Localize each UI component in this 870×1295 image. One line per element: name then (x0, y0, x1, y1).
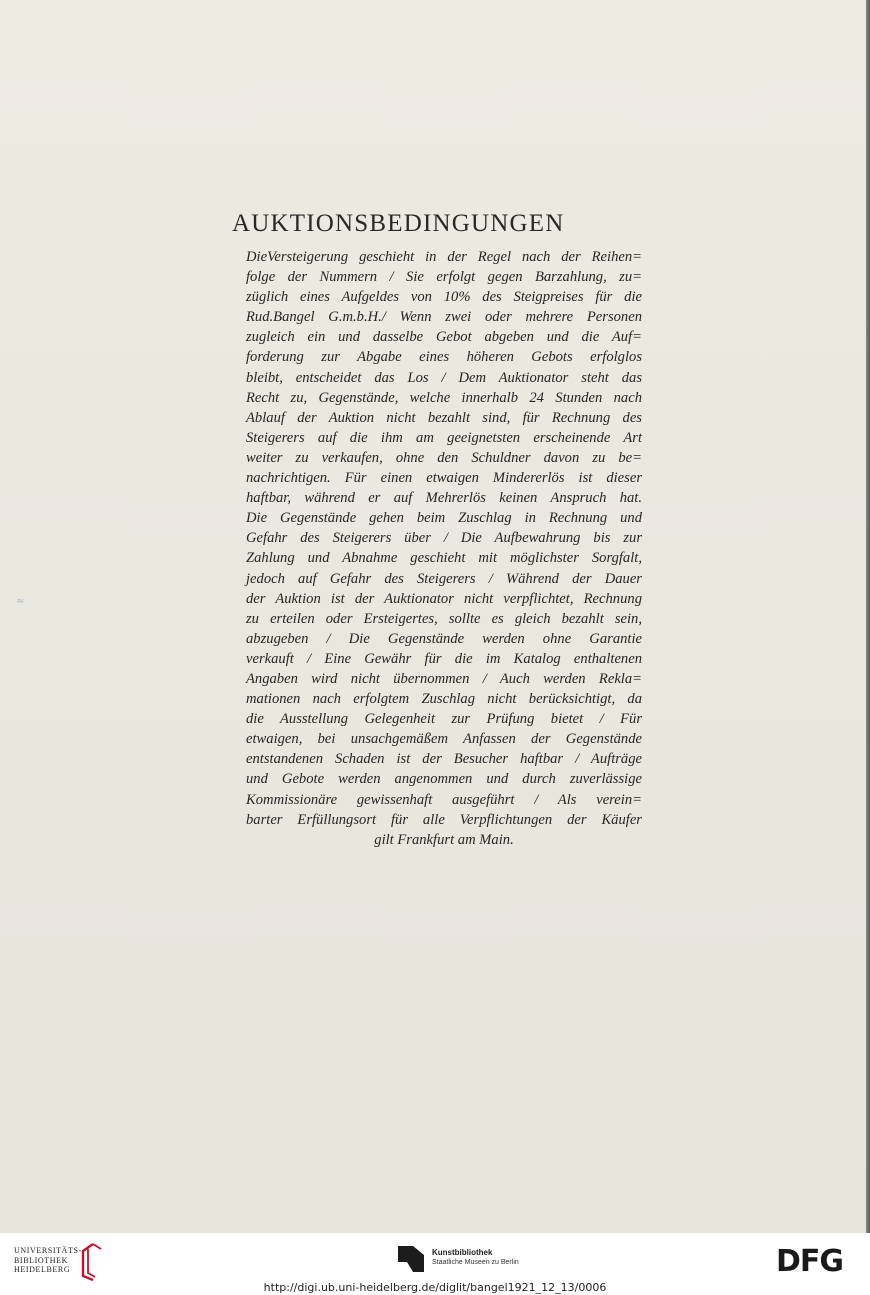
text-line: zu erteilen oder Ersteigertes, sollte es gleich bezahlt sein, (246, 610, 642, 627)
dfg-logo-icon[interactable]: DFG (776, 1244, 844, 1279)
permalink-url[interactable]: http://digi.ub.uni-heidelberg.de/diglit/bangel1921_12_13/0006 (263, 1281, 607, 1294)
text-line: weiter zu verkaufen, ohne den Schuldner davon zu be= (246, 449, 642, 466)
text-line: Gefahr des Steigerers über / Die Aufbewahrung bis zur (246, 530, 642, 547)
text-line: Die Gegenstände gehen beim Zuschlag in Rechnung und (246, 510, 642, 527)
text-line: Ablauf der Auktion nicht bezahlt sind, für Rechnung des (246, 409, 642, 426)
auction-conditions-text (246, 247, 642, 850)
text-line: mationen nach erfolgtem Zuschlag nicht berücksichtigt, da (246, 691, 642, 708)
text-line: haftbar, während er auf Mehrerlös keinen Anspruch hat. (246, 490, 642, 507)
text-line: die Ausstellung Gelegenheit zur Prüfung bietet / Für (246, 711, 642, 728)
text-line: abzugeben / Die Gegenstände werden ohne Garantie (246, 630, 642, 647)
ub-line-2: BIBLIOTHEK (14, 1255, 68, 1265)
ub-line-1: UNIVERSITÄTS- (14, 1246, 82, 1255)
kunstbibliothek-title: Kunstbibliothek (432, 1248, 493, 1257)
paper-speck: ≈ (16, 596, 25, 607)
text-line: Recht zu, Gegenstände, welche innerhalb 24 Stunden nach (246, 389, 642, 406)
text-line: verkauft / Eine Gewähr für die im Katalog enthaltenen (246, 650, 642, 667)
text-line: bleibt, entscheidet das Los / Dem Auktionator steht das (246, 369, 642, 386)
text-line-last: gilt Frankfurt am Main. (374, 831, 514, 848)
text-line: forderung zur Abgabe eines höheren Gebots erfolglos (246, 349, 642, 366)
text-line: Kommissionäre gewissenhaft ausgeführt / Als verein= (246, 791, 642, 808)
ub-heidelberg-wordmark (14, 1246, 84, 1275)
kunstbibliothek-logo[interactable] (398, 1246, 568, 1276)
page-title: AUKTIONSBEDINGUNGEN (232, 210, 565, 237)
text-line: zugleich ein und dasselbe Gebot abgeben und die Auf= (246, 329, 642, 346)
text-line: der Auktion ist der Auktionator nicht verpflichtet, Rechnung (246, 590, 642, 607)
text-line: jedoch auf Gefahr des Steigerers / Während der Dauer (246, 570, 642, 587)
text-line: entstandenen Schaden ist der Besucher haftbar / Aufträge (246, 751, 642, 768)
text-line: Zahlung und Abnahme geschieht mit möglichster Sorgfalt, (246, 550, 642, 567)
footer-bar (0, 1233, 870, 1295)
kunstbibliothek-subtitle: Staatliche Museen zu Berlin (432, 1259, 519, 1266)
ub-line-3: HEIDELBERG (14, 1265, 71, 1274)
text-line: Steigerers auf die ihm am geeignetsten erscheinende Art (246, 429, 642, 446)
text-line: Angaben wird nicht übernommen / Auch werden Rekla= (246, 670, 642, 687)
text-line: etwaigen, bei unsachgemäßem Anfassen der Gegenstände (246, 731, 642, 748)
kunstbibliothek-logo-icon (398, 1246, 424, 1272)
ub-heidelberg-logo[interactable] (14, 1246, 114, 1282)
text-line: folge der Nummern / Sie erfolgt gegen Barzahlung, zu= (246, 269, 642, 286)
text-line: Rud.Bangel G.m.b.H./ Wenn zwei oder mehrere Personen (246, 309, 642, 326)
text-line: barter Erfüllungsort für alle Verpflichtungen der Käufer (246, 811, 642, 828)
text-line: nachrichtigen. Für einen etwaigen Mindererlös ist dieser (246, 470, 642, 487)
text-line: DieVersteigerung geschieht in der Regel nach der Reihen= (246, 249, 642, 265)
ub-heidelberg-logo-icon (80, 1242, 104, 1282)
text-line: züglich eines Aufgeldes von 10% des Steigpreises für die (246, 289, 642, 306)
page-edge-shadow (866, 0, 870, 1233)
text-line: und Gebote werden angenommen und durch zuverlässige (246, 771, 642, 788)
